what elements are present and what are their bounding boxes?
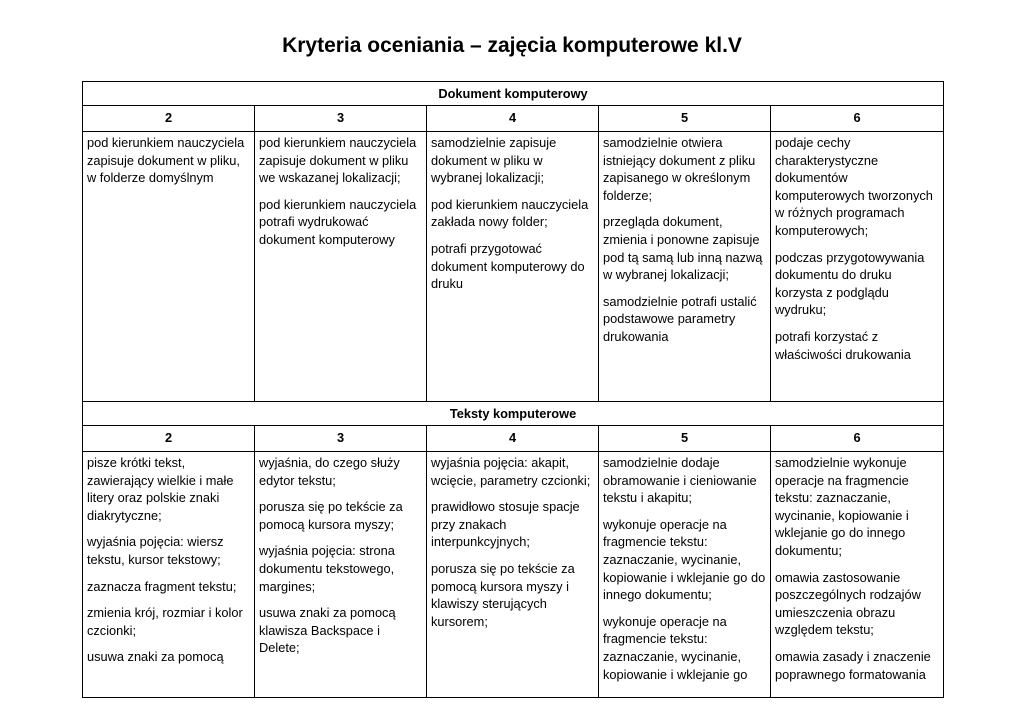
grade-label: 6 <box>771 106 944 132</box>
criteria-table <box>82 81 944 698</box>
criteria-item: pod kierunkiem nauczyciela potrafi wydrukować dokument komputerowy <box>259 196 417 247</box>
criteria-cell-grade-3 <box>255 452 427 698</box>
criteria-cell-grade-4 <box>427 132 599 402</box>
criteria-item: potrafi przygotować dokument komputerowy do druku <box>431 240 585 292</box>
grade-label: 2 <box>83 426 255 452</box>
section-heading: Dokument komputerowy <box>83 82 944 106</box>
criteria-item: zmienia krój, rozmiar i kolor czcionki; <box>87 605 243 638</box>
criteria-item: wyjaśnia pojęcia: strona dokumentu tekstowego, margines; <box>259 543 395 594</box>
grade-header-row <box>83 106 944 132</box>
criteria-item: wyjaśnia pojęcia: akapit, wcięcie, parametry czcionki; <box>431 455 591 488</box>
criteria-item: wykonuje operacje na fragmencie tekstu: zaznaczanie, wycinanie, kopiowanie i wklejanie go <box>603 613 748 682</box>
criteria-cell-grade-6 <box>771 132 944 402</box>
criteria-item: samodzielnie dodaje obramowanie i cieniowanie tekstu i akapitu; <box>603 455 757 506</box>
criteria-item: porusza się po tekście za pomocą kursora myszy i klawiszy sterujących kursorem; <box>431 560 575 629</box>
criteria-item: pod kierunkiem nauczyciela zakłada nowy folder; <box>431 196 589 230</box>
section-header-row <box>83 82 944 106</box>
criteria-cell-grade-5 <box>599 452 771 698</box>
criteria-item: samodzielnie otwiera istniejący dokument z pliku zapisanego w określonym folderze; <box>603 135 756 203</box>
criteria-item: omawia zasady i znaczenie poprawnego formatowania <box>775 648 931 682</box>
criteria-cell-grade-4 <box>427 452 599 698</box>
grade-label: 6 <box>771 426 944 452</box>
grade-label: 4 <box>427 106 599 132</box>
criteria-item: pod kierunkiem nauczyciela zapisuje dokument w pliku we wskazanej lokalizacji; <box>259 135 417 186</box>
criteria-item: potrafi korzystać z właściwości drukowania <box>775 328 911 362</box>
criteria-item: podaje cechy charakterystyczne dokumentów komputerowych tworzonych w różnych programach komputerowych; <box>775 135 933 238</box>
grade-label: 5 <box>599 426 771 452</box>
criteria-item: wyjaśnia, do czego służy edytor tekstu; <box>259 455 400 488</box>
criteria-cell-grade-3 <box>255 132 427 402</box>
criteria-row <box>83 132 944 402</box>
criteria-item: samodzielnie zapisuje dokument w pliku w wybranej lokalizacji; <box>431 135 557 186</box>
criteria-item: usuwa znaki za pomocą klawisza Backspace i Delete; <box>259 605 396 656</box>
criteria-item: prawidłowo stosuje spacje przy znakach interpunkcyjnych; <box>431 499 580 550</box>
criteria-item: pisze krótki tekst, zawierający wielkie i małe litery oraz polskie znaki diakrytyczne; <box>87 455 234 523</box>
criteria-cell-grade-6 <box>771 452 944 698</box>
criteria-item: wyjaśnia pojęcia: wiersz tekstu, kursor tekstowy; <box>87 534 224 567</box>
criteria-cell-grade-2 <box>83 132 255 402</box>
grade-header-row <box>83 426 944 452</box>
criteria-item: podczas przygotowywania dokumentu do druku korzysta z podglądu wydruku; <box>775 249 925 318</box>
criteria-item: zaznacza fragment tekstu; <box>87 578 237 594</box>
section-heading: Teksty komputerowe <box>83 402 944 426</box>
criteria-item: porusza się po tekście za pomocą kursora myszy; <box>259 499 403 532</box>
grade-label: 2 <box>83 106 255 132</box>
document-title: Kryteria oceniania – zajęcia komputerowe kl.V <box>282 34 742 57</box>
criteria-row <box>83 452 944 698</box>
criteria-cell-grade-2 <box>83 452 255 698</box>
criteria-item: wykonuje operacje na fragmencie tekstu: zaznaczanie, wycinanie, kopiowanie i wklejanie go do innego dokumentu; <box>603 516 766 603</box>
criteria-item: usuwa znaki za pomocą <box>87 649 224 665</box>
criteria-item: samodzielnie potrafi ustalić podstawowe parametry drukowania <box>603 293 757 344</box>
section-header-row <box>83 402 944 426</box>
grade-label: 3 <box>255 106 427 132</box>
grade-label: 3 <box>255 426 427 452</box>
criteria-item: przegląda dokument, zmienia i ponowne zapisuje pod tą samą lub inną nazwą w wybranej lokalizacji; <box>603 214 763 283</box>
grade-label: 5 <box>599 106 771 132</box>
grade-label: 4 <box>427 426 599 452</box>
criteria-cell-grade-5 <box>599 132 771 402</box>
criteria-item: pod kierunkiem nauczyciela zapisuje dokument w pliku, w folderze domyślnym <box>87 135 245 186</box>
criteria-item: omawia zastosowanie poszczególnych rodzajów umieszczenia obrazu względem tekstu; <box>775 569 921 638</box>
criteria-item: samodzielnie wykonuje operacje na fragmencie tekstu: zaznaczanie, wycinanie, kopiowanie i wklejanie go do innego dokumentu; <box>775 455 909 558</box>
